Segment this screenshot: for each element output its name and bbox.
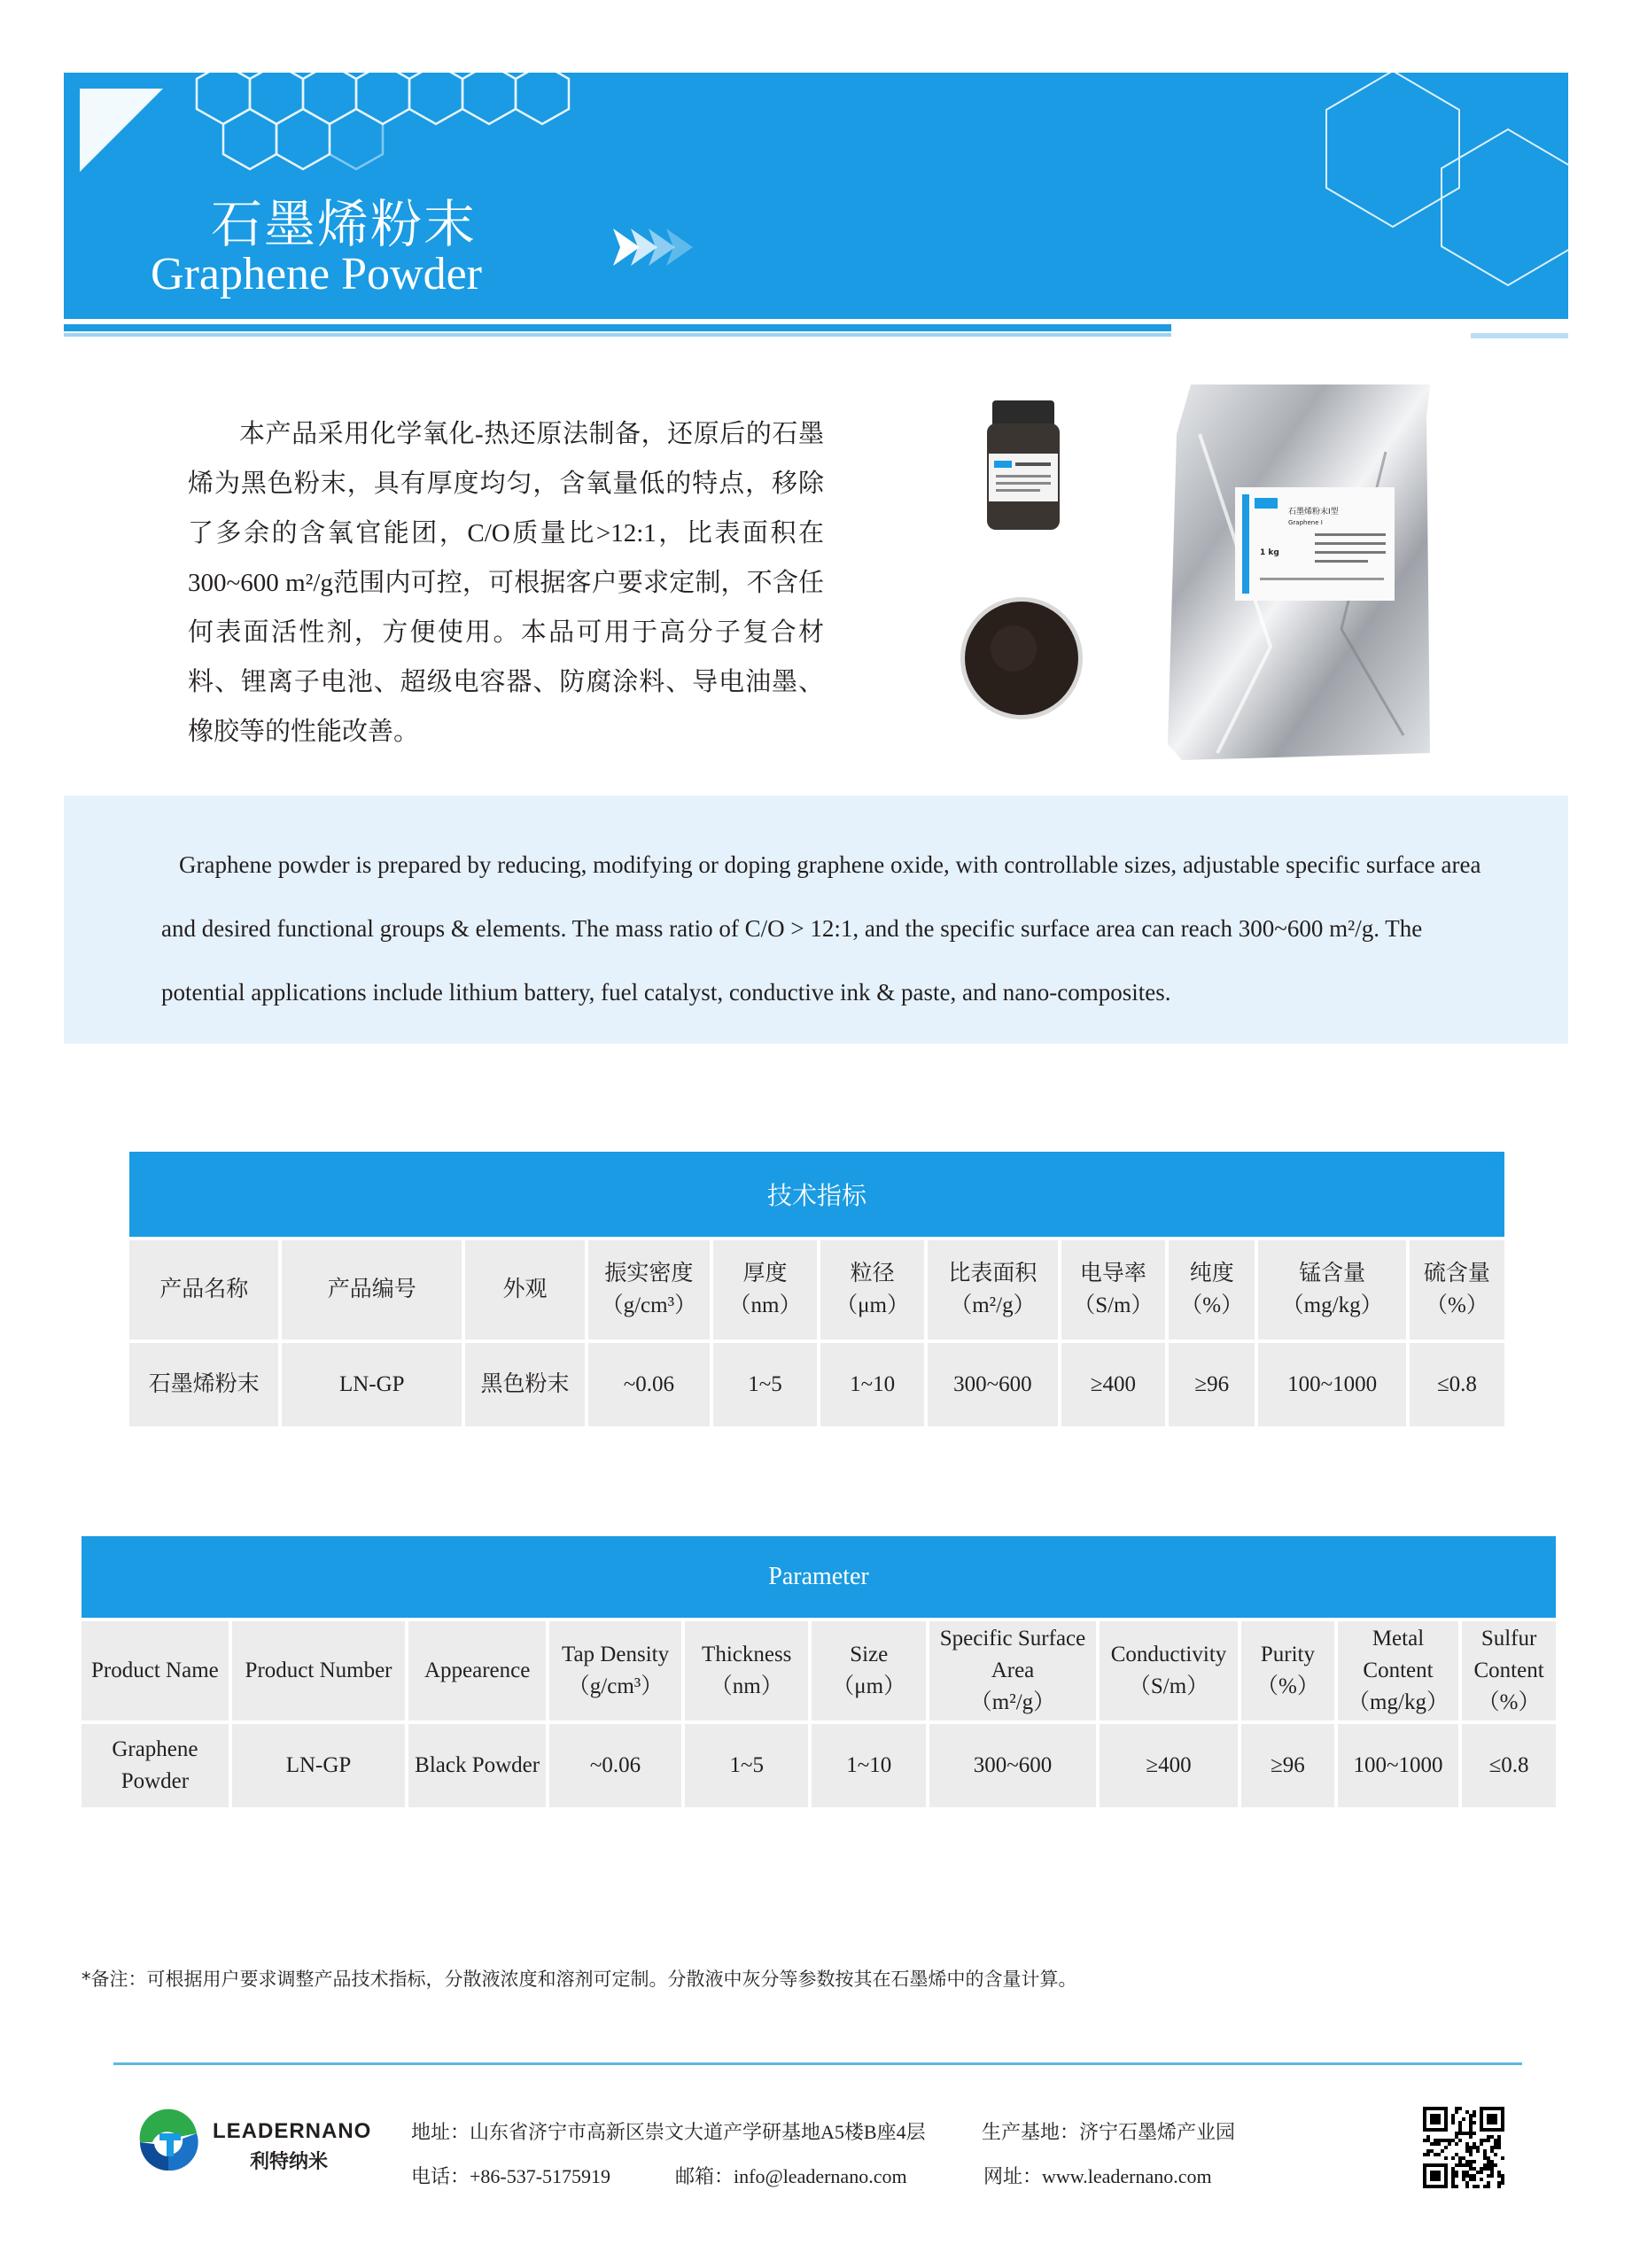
spec-table-en-value-cell-line: 100~1000 [1353,1753,1443,1777]
spec-table-en-value-cell-line: ≤0.8 [1488,1753,1529,1777]
spec-table-en-value-cell [408,1724,546,1807]
spec-table-en-header-cell-line: Metal [1372,1627,1425,1651]
spec-table-cn-header-cell [1258,1240,1405,1340]
spec-table-en-value-cell-line: 1~5 [729,1753,764,1777]
spec-table-en-header-cell [1462,1621,1556,1720]
spec-table-en-value-cell [1241,1724,1334,1807]
banner-underline-right [1471,333,1568,338]
spec-table-en-header-cell [812,1621,926,1720]
spec-table-cn-header-cell-line: 粒径 [850,1262,895,1285]
spec-table-en-value-cell [929,1724,1096,1807]
spec-table-cn-value-cell [1410,1343,1504,1426]
spec-table-cn [126,1148,1508,1430]
spec-table-en-header-cell-line: Product Name [91,1658,219,1682]
spec-table-en-header-cell [549,1621,681,1720]
spec-table-cn-value-cell [282,1343,462,1426]
spec-table-en-header-cell [232,1621,405,1720]
spec-table-cn-value-cell-line: ~0.06 [623,1372,674,1396]
spec-table-cn-header-cell-line: （S/m） [1073,1293,1154,1317]
footer-divider [113,2062,1522,2065]
spec-table-cn-header-cell-line: （m²/g） [950,1293,1036,1317]
foil-bag-image [1164,381,1448,764]
spec-table-cn-value-cell-line: 300~600 [953,1372,1032,1396]
company-logo-text-cn: 利特纳米 [250,2151,329,2173]
spec-table-en-header-cell-line: （S/m） [1128,1674,1209,1698]
spec-table-cn-header-cell-line: 产品名称 [159,1278,249,1301]
footer-phone: 电话：+86-537-5175919 [411,2165,611,2187]
spec-table-cn-header-cell-line: 锰含量 [1299,1262,1366,1285]
qr-code-icon [1423,2107,1504,2188]
company-logo-icon [133,2107,204,2178]
spec-table-en-header-cell-line: Content [1473,1658,1544,1682]
spec-table-cn-header-cell [1169,1240,1255,1340]
header-banner [64,73,1568,319]
spec-table-en-header-cell-line: Size [850,1643,889,1666]
spec-table-cn-header-cell [928,1240,1058,1340]
spec-table-cn-header-cell-line: （mg/kg） [1281,1293,1383,1317]
company-logo-text: LEADERNANO [213,2119,372,2143]
spec-table-en-value-cell-line: Black Powder [415,1753,540,1777]
spec-table-cn-header-cell [465,1240,585,1340]
spec-table-en-header-cell [82,1621,229,1720]
spec-table-cn-header-cell-line: 外观 [502,1278,548,1301]
spec-table-cn-header-cell-line: （μm） [835,1293,909,1317]
spec-table-en-header-cell [685,1621,808,1720]
spec-table-en-header-cell-line: （m²/g） [969,1690,1056,1714]
spec-table-cn-value-cell [928,1343,1058,1426]
spec-table-en-header-cell-line: Conductivity [1110,1643,1227,1666]
spec-table-cn-header-cell-line: 纯度 [1189,1262,1234,1285]
spec-table-en-header-cell-line: （μm） [832,1674,906,1698]
spec-table-cn-header-cell [282,1240,462,1340]
spec-table-cn-value-cell [1169,1343,1255,1426]
spec-table-en-value-cell [1338,1724,1458,1807]
footnote: *备注：可根据用户要求调整产品技术指标，分散液浓度和溶剂可定制。分散液中灰分等参数按其在石墨烯中的含量计算。 [82,1969,1077,1990]
spec-table-cn-header-cell [1061,1240,1165,1340]
spec-table-en-header-cell-line: Content [1363,1658,1434,1682]
footer-website: 网址：www.leadernano.com [983,2165,1212,2187]
spec-table-en-value-cell-line: Graphene [112,1737,198,1761]
spec-table-cn-header-cell-line: 硫含量 [1423,1262,1490,1285]
spec-table-en-header-cell [929,1621,1096,1720]
spec-table-cn-value-cell-line: ≥400 [1090,1372,1136,1396]
spec-table-en-value-cell-line: ≥96 [1271,1753,1305,1777]
spec-table-en-header-cell [1338,1621,1458,1720]
spec-table-en-header-cell-line: Tap Density [561,1643,670,1666]
page-title-en: Graphene Powder [151,249,482,299]
spec-table-cn-value-cell [1061,1343,1165,1426]
spec-table-en-value-cell [812,1724,926,1807]
spec-table-en-value-cell [685,1724,808,1807]
spec-table-en-value-cell-line: ≥400 [1146,1753,1192,1777]
spec-table-cn-value-cell-line: 1~5 [748,1372,782,1396]
spec-table-cn-header-cell-line: （g/cm³） [601,1293,697,1317]
spec-table-en-header-cell-line: Area [991,1658,1035,1682]
spec-table-cn-header-cell [588,1240,710,1340]
spec-table-en-header-cell-line: （mg/kg） [1348,1690,1449,1714]
spec-table-en-value-cell-line: 1~10 [846,1753,892,1777]
spec-table-en-title: Parameter [82,1536,1556,1618]
spec-table-en-header-cell-line: Sulfur [1480,1627,1537,1651]
spec-table-en-header-cell-line: （%） [1256,1674,1319,1698]
spec-table-en-header-cell-line: （nm） [710,1674,783,1698]
banner-underline [64,324,1171,331]
footer-production-base: 生产基地：济宁石墨烯产业园 [982,2121,1236,2143]
spec-table-en-value-cell [549,1724,681,1807]
spec-table-cn-value-cell [129,1343,278,1426]
spec-table-cn-title: 技术指标 [129,1152,1504,1237]
spec-table-cn-header-row [129,1240,1504,1340]
spec-table-en-value-cell [232,1724,405,1807]
spec-table-cn-value-cell-line: 黑色粉末 [480,1372,570,1396]
spec-table-cn-header-cell-line: 振实密度 [604,1262,694,1285]
spec-table-en-header-cell-line: Product Number [245,1658,392,1682]
spec-table-cn-header-cell [820,1240,924,1340]
powder-dish-image [959,595,1084,721]
spec-table-en-header-cell-line: Purity [1260,1643,1315,1666]
footer-address: 地址：山东省济宁市高新区崇文大道产学研基地A5楼B座4层 [411,2121,926,2143]
spec-table-cn-value-cell-line: ≥96 [1194,1372,1230,1396]
spec-table-cn-value-cell [1258,1343,1405,1426]
spec-table-en-header-cell-line: Thickness [702,1643,792,1666]
banner-underline-light [64,333,1171,337]
spec-table-en-header-cell-line: （g/cm³） [567,1674,664,1698]
spec-table-cn-header-cell-line: （%） [1180,1293,1244,1317]
spec-table-cn-header-cell [1410,1240,1504,1340]
spec-table-cn-header-cell-line: 比表面积 [948,1262,1037,1285]
spec-table-cn-value-cell [588,1343,710,1426]
spec-table-en-value-cell-line: Powder [120,1769,190,1793]
intro-text-cn: 本产品采用化学氧化-热还原法制备，还原后的石墨烯为黑色粉末，具有厚度均匀，含氧量低的特点，移除了多余的含氧官能团，C/O质量比>12:1，比表面积在300~600 m²/g范围内可控，可根据客户要求定制，不含任何表面活性剂，方便使用。本品可用于高分子复合材料、锂离子电池、超级电容器、防腐涂料、导电油墨、橡胶等的性能改善。 [188,420,824,746]
spec-table-en-value-cell-line: ~0.06 [589,1753,641,1777]
bag-label-title: 石墨烯粉末I型 [1288,508,1339,517]
spec-table-cn-header-cell-line: 电导率 [1079,1262,1146,1285]
spec-table-cn-header-cell-line: （%） [1426,1293,1488,1317]
spec-table-cn-value-cell-line: 1~10 [850,1372,896,1396]
spec-table-cn-value-cell [713,1343,817,1426]
spec-table-cn-header-cell [713,1240,817,1340]
spec-table-cn-header-cell-line: 产品编号 [327,1278,416,1301]
bag-label-weight: 1 kg [1260,548,1279,557]
spec-table-en-header-row [82,1621,1556,1720]
spec-table-cn-value-cell-line: ≤0.8 [1436,1372,1477,1396]
spec-table-cn-value-cell-line: 100~1000 [1287,1372,1378,1396]
spec-table-en-header-cell-line: Appearence [424,1658,531,1682]
page-title-cn: 石墨烯粉末 [211,196,478,253]
spec-table-cn-value-cell [465,1343,585,1426]
spec-table-cn-value-cell [820,1343,924,1426]
spec-table-cn-header-cell [129,1240,278,1340]
spec-table-en-value-cell-line: 300~600 [973,1753,1053,1777]
bottle-image [983,400,1063,533]
spec-table-en-value-cell [1100,1724,1238,1807]
spec-table-en-header-cell [1100,1621,1238,1720]
spec-table-cn-header-cell-line: 厚度 [742,1262,788,1285]
spec-table-cn-header-cell-line: （nm） [728,1293,802,1317]
spec-table-en-value-cell [1462,1724,1556,1807]
spec-table-en-data-row [82,1724,1556,1807]
spec-table-en-header-cell [408,1621,546,1720]
bag-label-subtitle: Graphene I [1288,519,1323,526]
spec-table-en-header-cell [1241,1621,1334,1720]
spec-table-en-header-cell-line: Specific Surface [939,1627,1086,1651]
spec-table-en-value-cell [82,1724,229,1807]
spec-table-en-value-cell-line: LN-GP [285,1753,352,1777]
spec-table-en-header-cell-line: （%） [1477,1690,1541,1714]
spec-table-cn-value-cell-line: 石墨烯粉末 [148,1372,260,1396]
spec-table-cn-data-row [129,1343,1504,1426]
intro-text-en: Graphene powder is prepared by reducing, modifying or doping graphene oxide, with controllable sizes, adjustable specific surface area and desired functional groups & elements. The mass ratio of C/O > 12:1, and the specific surface area can reach 300~600 m²/g. The potential applications include lithium battery, fuel catalyst, conductive ink & paste, and nano-composites. [161,851,1481,1006]
footer-email: 邮箱：info@leadernano.com [675,2165,907,2187]
spec-table-en [78,1533,1559,1811]
spec-table-cn-value-cell-line: LN-GP [338,1372,405,1396]
